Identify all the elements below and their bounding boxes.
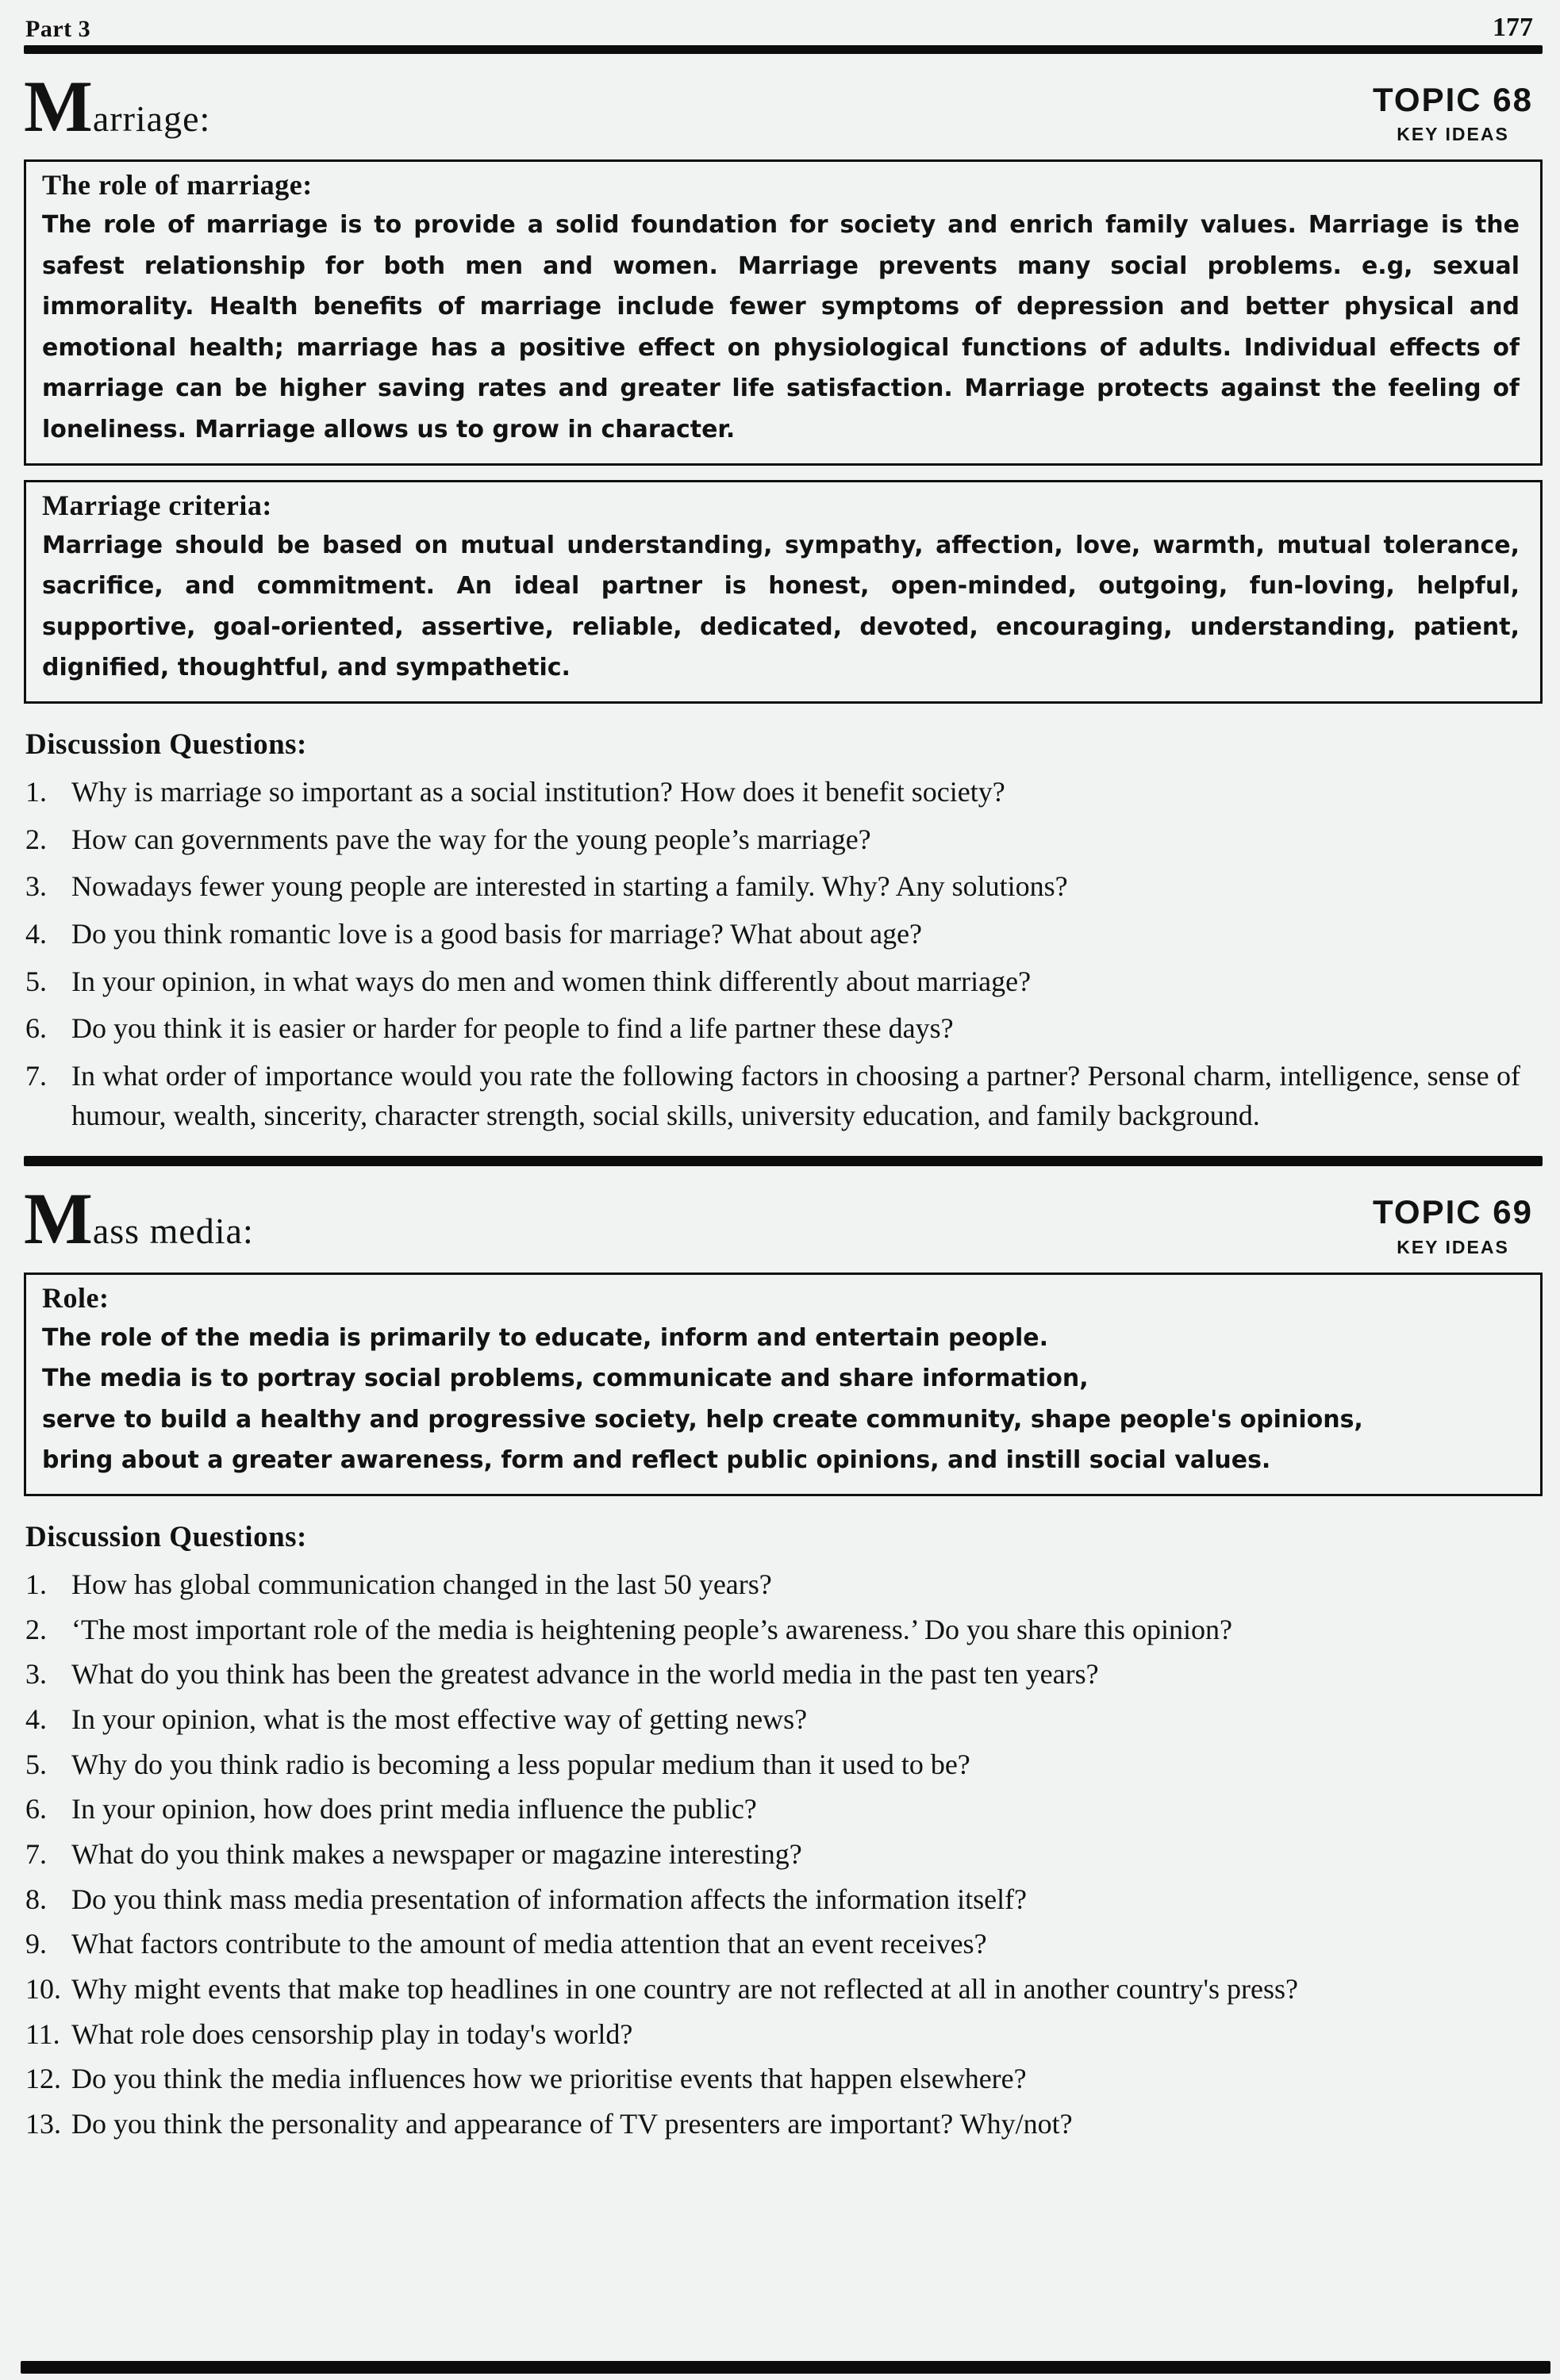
question-item: [25, 1655, 1543, 1695]
media-role-box: [24, 1273, 1543, 1496]
topic69-key-ideas-label: KEY IDEAS: [1397, 1236, 1509, 1257]
bottom-rule: [21, 2361, 1550, 2374]
question-number: 4.: [25, 918, 47, 950]
part-label: Part 3: [25, 16, 91, 42]
question-number: 3.: [25, 1658, 47, 1691]
question-item: [25, 1970, 1543, 2010]
topic69-question-list: [25, 1565, 1543, 2144]
topic68-title-row: [24, 66, 1543, 147]
question-text: In your opinion, in what ways do men and women think differently about marriage?: [71, 965, 1032, 997]
question-item: [25, 773, 1543, 812]
question-text: In your opinion, what is the most effective way of getting news?: [71, 1702, 808, 1735]
topic69-section-title: [24, 1178, 254, 1260]
question-number: 3.: [25, 870, 47, 903]
question-number: 6.: [25, 1793, 47, 1825]
page-header: [24, 13, 1543, 43]
topic68-question-list: [25, 773, 1543, 1135]
question-text: Why do you think radio is becoming a less popular medium than it used to be?: [71, 1748, 970, 1780]
question-item: [25, 1565, 1543, 1605]
topic68-label: TOPIC 68: [1373, 81, 1533, 118]
page-number: 177: [1493, 13, 1533, 42]
question-item: [25, 2015, 1543, 2055]
question-text: ‘The most important role of the media is heightening people’s awareness.’ Do you share this opinion?: [71, 1613, 1232, 1645]
question-item: [25, 1835, 1543, 1875]
media-role-box-heading: Role:: [42, 1281, 110, 1314]
question-item: [25, 1610, 1543, 1650]
question-number: 7.: [25, 1060, 47, 1092]
question-text: Do you think the personality and appearance of TV presenters are important? Why/not?: [71, 2107, 1073, 2140]
question-number: 5.: [25, 965, 47, 997]
question-number: 1.: [25, 1568, 47, 1600]
question-number: 1.: [25, 776, 47, 808]
question-text: Why is marriage so important as a social institution? How does it benefit society?: [71, 776, 1005, 808]
question-number: 9.: [25, 1928, 47, 1960]
marriage-role-box-body: The role of marriage is to provide a solid foundation for society and enrich family values. Marriage is the safest relationship for both men and women. Marriage prevents many social problems. e.g, sexual immorality. Health benefits of marriage include fewer symptoms of depression and better physical and emotional health; marriage has a positive effect on physiological functions of adults. Individual effects of marriage can be higher saving rates and greater life satisfaction. Marriage protects against the feeling of loneliness. Marriage allows us to grow in character.: [42, 211, 1520, 444]
question-text: What role does censorship play in today's world?: [71, 2017, 633, 2050]
question-number: 5.: [25, 1748, 47, 1780]
question-number: 12.: [25, 2063, 61, 2095]
topic68-topic-block: [1373, 83, 1533, 145]
topic68-discussion-heading: Discussion Questions:: [25, 728, 307, 762]
marriage-criteria-box-body: Marriage should be based on mutual understanding, sympathy, affection, love, warmth, mutual tolerance, sacrifice, and commitment. An ideal partner is honest, open-minded, outgoing, fun-loving, helpful, supportive, goal-oriented, assertive, reliable, dedicated, devoted, encouraging, understanding, patient, dignified, thoughtful, and sympathetic.: [42, 531, 1520, 682]
question-item: [25, 1057, 1543, 1135]
question-item: [25, 1790, 1543, 1829]
question-item: [25, 820, 1543, 860]
topic69-discussion-heading: Discussion Questions:: [25, 1520, 307, 1553]
question-text: How can governments pave the way for the young people’s marriage?: [71, 823, 871, 855]
question-text: In what order of importance would you rate the following factors in choosing a partner? Personal charm, intelligence, sense of humour, wealth, sincerity, character strength, social skills, university education, and family background.: [71, 1060, 1520, 1131]
question-text: What factors contribute to the amount of media attention that an event receives?: [71, 1928, 987, 1960]
header-rule: [24, 45, 1543, 54]
question-text: In your opinion, how does print media influence the public?: [71, 1793, 757, 1825]
question-text: Nowadays fewer young people are interested in starting a family. Why? Any solutions?: [71, 870, 1068, 903]
question-item: [25, 1745, 1543, 1785]
question-item: [25, 867, 1543, 907]
question-number: 4.: [25, 1702, 47, 1735]
question-text: What do you think has been the greatest advance in the world media in the past ten years?: [71, 1658, 1099, 1691]
topic68-title-rest: arriage:: [92, 98, 211, 139]
marriage-role-box-heading: The role of marriage:: [42, 169, 313, 202]
question-item: [25, 915, 1543, 954]
question-item: [25, 2059, 1543, 2099]
media-role-line: The media is to portray social problems, communicate and share information,: [42, 1365, 1089, 1393]
question-text: Do you think the media influences how we prioritise events that happen elsewhere?: [71, 2063, 1027, 2095]
topic69-title-row: [24, 1178, 1543, 1260]
question-item: [25, 1880, 1543, 1920]
question-number: 8.: [25, 1883, 47, 1915]
question-text: How has global communication changed in the last 50 years?: [71, 1568, 772, 1600]
question-text: What do you think makes a newspaper or magazine interesting?: [71, 1837, 802, 1870]
media-role-line: bring about a greater awareness, form and reflect public opinions, and instill social values.: [42, 1446, 1271, 1475]
media-role-line: serve to build a healthy and progressive society, help create community, shape people's opinions,: [42, 1405, 1363, 1434]
topic68-key-ideas-label: KEY IDEAS: [1397, 124, 1509, 145]
topic68-title-initial: M: [24, 66, 93, 147]
media-role-line: The role of the media is primarily to educate, inform and entertain people.: [42, 1323, 1048, 1352]
question-number: 2.: [25, 823, 47, 855]
marriage-criteria-box: [24, 480, 1543, 704]
question-number: 10.: [25, 1972, 61, 2005]
topic69-title-rest: ass media:: [92, 1211, 254, 1252]
question-number: 13.: [25, 2107, 61, 2140]
question-item: [25, 1700, 1543, 1740]
media-role-box-body: [42, 1318, 1520, 1481]
question-item: [25, 1925, 1543, 1964]
section-divider: [24, 1156, 1543, 1166]
topic69-label: TOPIC 69: [1373, 1193, 1533, 1231]
question-text: Do you think romantic love is a good basis for marriage? What about age?: [71, 918, 923, 950]
question-number: 7.: [25, 1837, 47, 1870]
question-text: Why might events that make top headlines in one country are not reflected at all in another country's press?: [71, 1972, 1298, 2005]
question-number: 6.: [25, 1012, 47, 1045]
question-item: [25, 962, 1543, 1002]
question-text: Do you think mass media presentation of information affects the information itself?: [71, 1883, 1028, 1915]
question-number: 2.: [25, 1613, 47, 1645]
marriage-role-box: [24, 159, 1543, 466]
topic68-section-title: [24, 66, 211, 147]
topic69-title-initial: M: [24, 1178, 93, 1260]
marriage-criteria-box-heading: Marriage criteria:: [42, 489, 272, 521]
topic69-topic-block: [1373, 1195, 1533, 1257]
question-text: Do you think it is easier or harder for people to find a life partner these days?: [71, 1012, 954, 1045]
question-number: 11.: [25, 2017, 60, 2050]
question-item: [25, 1009, 1543, 1049]
question-item: [25, 2105, 1543, 2144]
